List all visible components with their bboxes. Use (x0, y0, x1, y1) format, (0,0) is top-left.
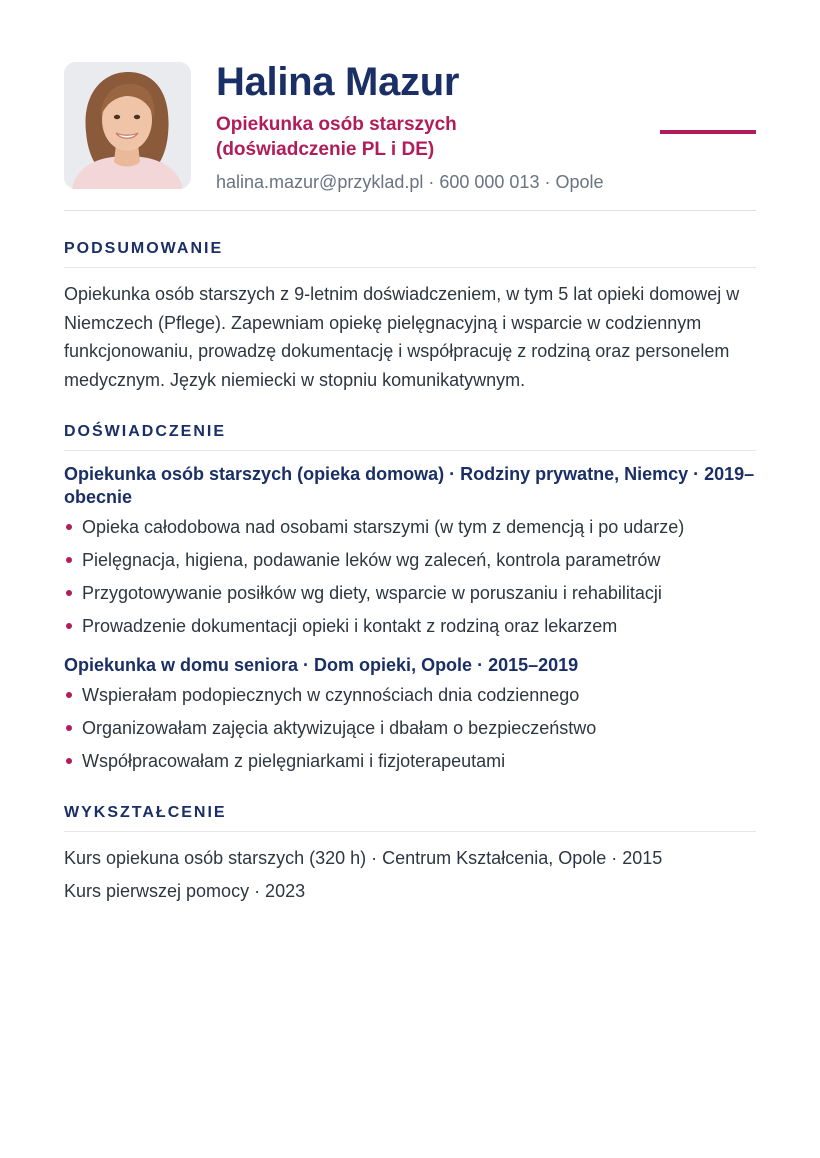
education-list (64, 844, 756, 905)
job-title: Opiekunka osób starszych (opieka domowa) · Rodziny prywatne, Niemcy · 2019–obecnie (64, 464, 755, 507)
summary-section (64, 239, 756, 394)
job-bullet (64, 546, 756, 574)
bullet-dot-icon (66, 557, 72, 563)
education-item: Kurs opiekuna osób starszych (320 h) · Centrum Kształcenia, Opole · 2015 (64, 848, 663, 868)
education-item: Kurs pierwszej pomocy · 2023 (64, 881, 306, 901)
education-section (64, 803, 756, 905)
section-title-experience: DOŚWIADCZENIE (64, 423, 226, 440)
job-bullet-text: Prowadzenie dokumentacji opieki i kontakt z rodziną oraz lekarzem (82, 616, 618, 636)
resume-page (64, 62, 756, 910)
bullet-dot-icon (66, 524, 72, 530)
bullet-dot-icon (66, 758, 72, 764)
profile-photo (64, 62, 191, 189)
job-bullet (64, 714, 756, 742)
candidate-name: Halina Mazur (216, 60, 460, 104)
portrait-image (64, 62, 191, 189)
job-bullet-text: Organizowałam zajęcia aktywizujące i dbałam o bezpieczeństwo (82, 718, 597, 738)
job-bullet (64, 579, 756, 607)
candidate-role: Opiekunka osób starszych (doświadczenie PL i DE) (216, 114, 457, 160)
job-bullet (64, 681, 756, 709)
section-title-education: WYKSZTAŁCENIE (64, 804, 227, 821)
job-bullet (64, 513, 756, 541)
resume-header (64, 62, 756, 210)
header-text (216, 62, 656, 193)
job-bullets (64, 681, 756, 775)
job-bullet-text: Współpracowałam z pielęgniarkami i fizjoterapeutami (82, 751, 506, 771)
header-divider (64, 210, 756, 211)
bullet-dot-icon (66, 590, 72, 596)
section-divider (64, 267, 756, 268)
bullet-dot-icon (66, 725, 72, 731)
bullet-dot-icon (66, 623, 72, 629)
bullet-dot-icon (66, 692, 72, 698)
job-bullet-text: Przygotowywanie posiłków wg diety, wsparcie w poruszaniu i rehabilitacji (82, 583, 662, 603)
section-divider (64, 450, 756, 451)
job-bullet (64, 747, 756, 775)
job-bullet (64, 612, 756, 640)
section-title-summary: PODSUMOWANIE (64, 240, 224, 257)
section-divider (64, 831, 756, 832)
job-title: Opiekunka w domu seniora · Dom opieki, Opole · 2015–2019 (64, 655, 579, 675)
accent-line (660, 130, 756, 134)
summary-text: Opiekunka osób starszych z 9-letnim doświadczeniem, w tym 5 lat opieki domowej w Niemczech (Pflege). Zapewniam opiekę pielęgnacyjną i wsparcie w codziennym funkcjonowaniu, prowadzę dokumentację i współpracuję z rodziną oraz personelem medycznym. Język niemiecki w stopniu komunikatywnym. (64, 284, 740, 390)
job-entry (64, 463, 756, 640)
job-bullet-text: Opieka całodobowa nad osobami starszymi (w tym z demencją i po udarze) (82, 517, 685, 537)
job-bullet-text: Pielęgnacja, higiena, podawanie leków wg zaleceń, kontrola parametrów (82, 550, 661, 570)
experience-section (64, 422, 756, 775)
contact-line: halina.mazur@przyklad.pl · 600 000 013 · Opole (216, 172, 604, 192)
job-bullet-text: Wspierałam podopiecznych w czynnościach dnia codziennego (82, 685, 580, 705)
job-bullets (64, 513, 756, 640)
job-entry (64, 654, 756, 775)
